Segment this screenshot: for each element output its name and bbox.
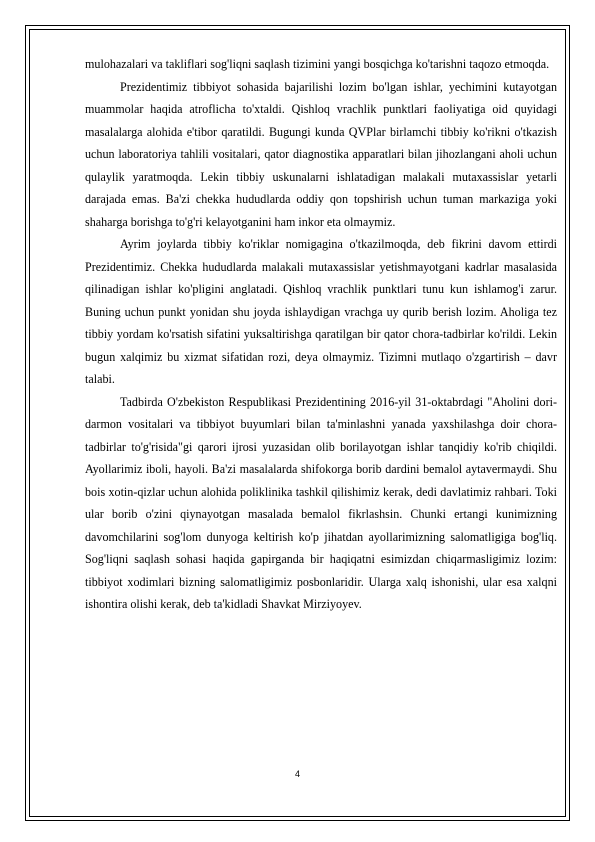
paragraph-continuation: mulohazalari va takliflari sog'liqni saqlash tizimini yangi bosqichga ko'tarishni taqozo etmoqda. — [85, 57, 550, 71]
paragraph: Prezidentimiz tibbiyot sohasida bajarilishi lozim bo'lgan ishlar, yechimini kutayotgan muammolar haqida atroflicha to'xtaldi. Qishloq vrachlik punktlari faoliyatiga oid quyidagi masalalarga alohida e'tibor qaratildi. Bugungi kunda QVPlar birlamchi tibbiy ko'rikni o'tkazish uchun laboratoriya tahlili vositalari, qator diagnostika apparatlari bilan jihozlangani aholi uchun qulaylik yaratmoqda. Lekin tibbiy uskunalarni ishlatadigan malakali mutaxassislar yetarli darajada emas. Ba'zi chekka hududlarda oddiy qon topshirish uchun tuman markaziga yoki shaharga borishga to'g'ri kelayotganini ham inkor eta olmaymiz. — [85, 79, 557, 229]
page-number: 4 — [294, 769, 300, 779]
paragraph: Ayrim joylarda tibbiy ko'riklar nomigagina o'tkazilmoqda, deb fikrini davom ettirdi Prezidentimiz. Chekka hududlarda malakali mutaxassislar yetishmayotgani kadrlar masalasida qilinadigan ishlar ko'pligini anglatadi. Qishloq vrachlik punktlari tunu kun ishlamog'i zarur. Buning uchun punkt yonidan shu joyda ishlaydigan vrachga uy qurib berish lozim. Aholiga tez tibbiy yordam ko'rsatish sifatini yuksaltirishga qaratilgan bir qator chora-tadbirlar ko'rildi. Lekin bugun xalqimiz bu xizmat sifatidan rozi, deya olmaymiz. Tizimni mutlaqo o'zgartirish – davr talabi. — [85, 237, 557, 386]
paragraph: Tadbirda O'zbekiston Respublikasi Prezidentining 2016-yil 31-oktabrdagi "Aholini dori-darmon vositalari va tibbiyot buyumlari bilan ta'minlashni yanada yaxshilashga doir chora-tadbirlar to'g'risida"gi qarori ijrosi yuzasidan olib borilayotgan ishlar tanqidiy ko'rib chiqildi. Ayollarimiz iboli, hayoli. Ba'zi masalalarda shifokorga borib dardini bemalol aytavermaydi. Shu bois xotin-qizlar uchun alohida poliklinika tashkil qilishimiz kerak, dedi davlatimiz rahbari. Toki ular borib o'zini qiynayotgan masalada bemalol fikrlashsin. Chunki ertangi kunimizning davomchilarini sog'lom dunyoga keltirish ko'p jihatdan ayollarimizning salomatligiga bog'liq. Sog'liqni saqlash sohasi haqida gapirganda bir haqiqatni esimizdan chiqarmasligimiz lozim: tibbiyot xodimlari bizning salomatligimiz posbonlaridir. Ularga xalq ishonishi, ular esa xalqni ishontira olishi kerak, deb ta'kidladi Shavkat Mirziyoyev. — [85, 394, 557, 611]
document-body — [85, 53, 557, 616]
